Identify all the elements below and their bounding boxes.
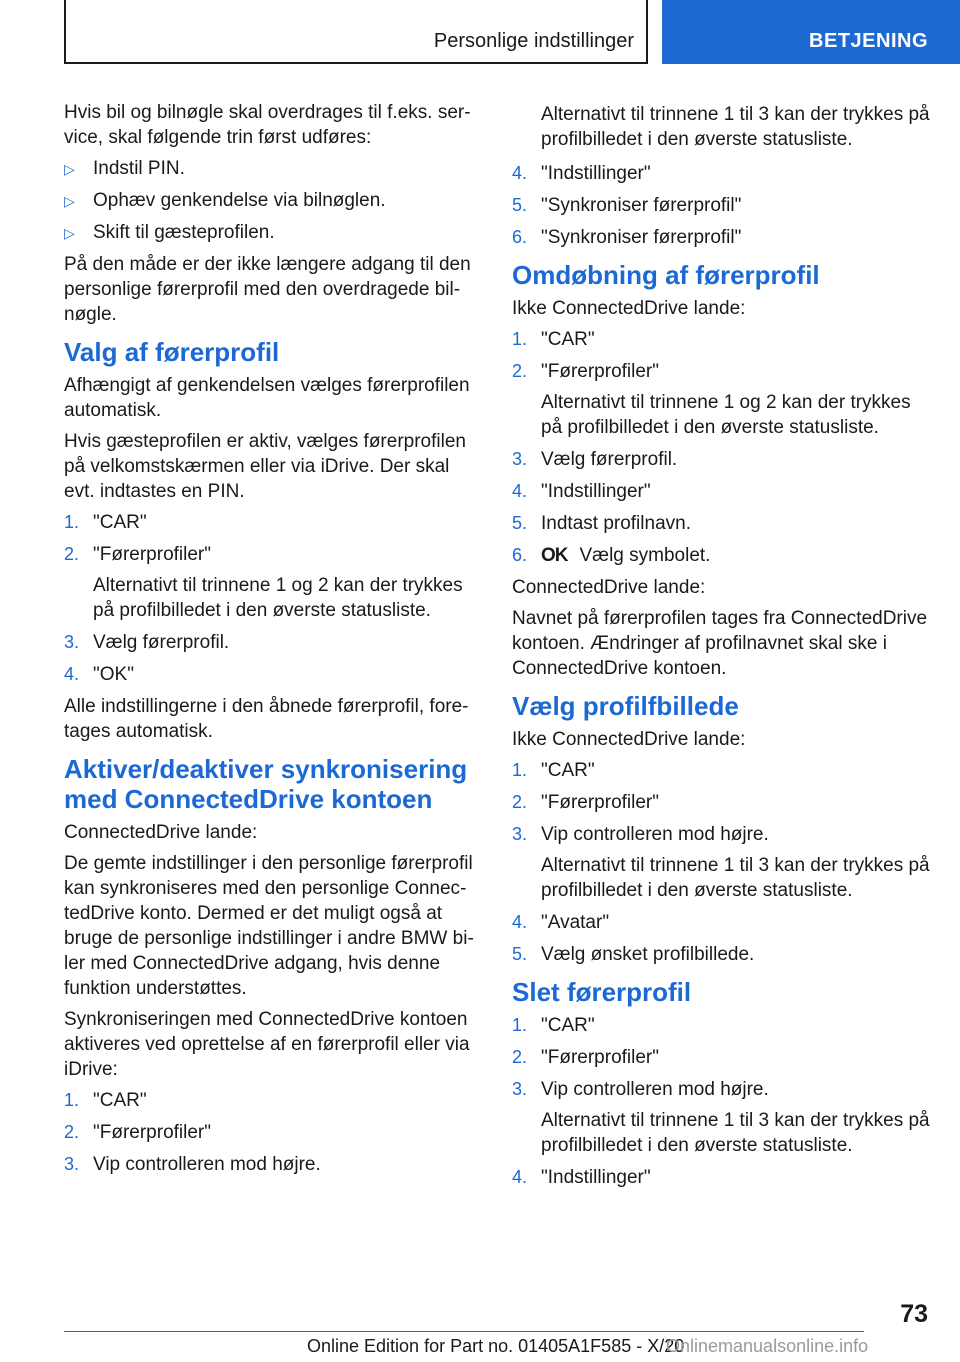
list-item: Alternativt til trinnene 1 til 3 kan der trykkes på profilbilledet i den øverste statusliste. [541, 104, 930, 150]
page-number: 73 [900, 1300, 928, 1328]
list-item: 3. Vip controlleren mod højre. Alternativt til trinnene 1 til 3 kan der trykkes på profilbilledet i den øverste statusliste. [512, 1079, 930, 1156]
step-list [64, 510, 478, 687]
list-item: 3. Vip controlleren mod højre. Alternativt til trinnene 1 til 3 kan der trykkes på profilbilledet i den øverste statusliste. [512, 824, 930, 901]
paragraph: Navnet på førerprofilen tages fra ConnectedDrive kontoen. Ændringer af profilnavnet skal ske i ConnectedDrive kontoen. [512, 608, 928, 679]
list-item: 2. "Førerprofiler" [64, 1122, 211, 1143]
list-item: 5. Indtast profilnavn. [512, 513, 691, 534]
step-list [64, 1088, 478, 1177]
watermark: Onlinemanualsonline.info [666, 1336, 869, 1356]
list-item: 4. "Indstillinger" [512, 481, 651, 502]
list-item: 4. "Indstillinger" [512, 163, 651, 184]
list-item: 3. Vælg førerprofil. [512, 449, 678, 470]
list-item: 2. "Førerprofiler" [512, 1047, 659, 1068]
triangle-bullet-icon: ▷ [64, 193, 75, 209]
paragraph: Ikke ConnectedDrive lande: [512, 729, 746, 750]
ok-symbol-icon: OK [541, 545, 568, 566]
list-item: 1. "CAR" [64, 512, 147, 533]
step-list [512, 327, 932, 568]
list-item: 3. Vip controlleren mod højre. [64, 1154, 321, 1175]
section-title: Personlige indstillinger [433, 30, 634, 52]
list-item: 1. "CAR" [512, 1015, 595, 1036]
list-item: 1. "CAR" [512, 329, 595, 350]
paragraph: Afhængigt af genkendelsen vælges førerprofilen automatisk. [64, 375, 470, 421]
step-list [512, 758, 932, 967]
paragraph: ConnectedDrive lande: [64, 822, 258, 843]
paragraph: På den måde er der ikke længere adgang til den personlige førerprofil med den overdragede bilnøgle. [64, 254, 471, 325]
section-heading-profile-select: Valg af førerprofil [64, 337, 280, 367]
list-item: 6. "Synkroniser førerprofil" [512, 227, 742, 248]
list-item: 6. OK Vælg symbolet. [512, 545, 711, 566]
list-item: 4. "OK" [64, 664, 134, 685]
right-column [512, 102, 932, 1197]
left-column [64, 100, 478, 1184]
footer-divider [64, 1331, 864, 1332]
paragraph: De gemte indstillinger i den personlige førerprofil kan synkroniseres med den personlige ConnectedDrive konto. Dermed er det muligt også at bruge de personlige indstillinger i andre BMW biler med ConnectedDrive adgang, hvis denne funktion understøttes. [64, 853, 474, 999]
footer-edition: Online Edition for Part no. 01405A1F585 - X/20 [307, 1336, 685, 1356]
list-item: 4. "Indstillinger" [512, 1167, 651, 1188]
bullet-list [64, 156, 478, 245]
list-item: 1. "CAR" [64, 1090, 147, 1111]
list-item: 2. "Førerprofiler" Alternativt til trinnene 1 og 2 kan der trykkes på profilbilledet i den øverste statusliste. [64, 544, 463, 621]
list-item: 1. "CAR" [512, 760, 595, 781]
list-item: 3. Vælg førerprofil. [64, 632, 230, 653]
list-item: 5. Vælg ønsket profilbillede. [512, 944, 755, 965]
triangle-bullet-icon: ▷ [64, 225, 75, 241]
header-chapter-tab [662, 0, 960, 64]
header-section-box [64, 0, 648, 64]
list-item: 2. "Førerprofiler" [512, 792, 659, 813]
paragraph: ConnectedDrive lande: [512, 577, 706, 598]
section-heading-avatar: Vælg profilfbillede [512, 691, 739, 721]
section-heading-delete: Slet førerprofil [512, 977, 692, 1007]
chapter-tag: BETJENING [809, 30, 928, 52]
list-item: ▷ Ophæv genkendelse via bilnøglen. [64, 188, 478, 213]
list-item: 5. "Synkroniser førerprofil" [512, 195, 742, 216]
section-heading-rename: Omdøbning af førerprofil [512, 260, 820, 290]
list-item: ▷ Skift til gæsteprofilen. [64, 220, 478, 245]
triangle-bullet-icon: ▷ [64, 161, 75, 177]
intro-paragraph: Hvis bil og bilnøgle skal overdrages til f.eks. service, skal følgende trin først udføres: [64, 102, 471, 148]
step-list [512, 1013, 932, 1190]
list-item: ▷ Indstil PIN. [64, 156, 478, 181]
list-item: 4. "Avatar" [512, 912, 610, 933]
paragraph: Ikke ConnectedDrive lande: [512, 298, 746, 319]
paragraph: Alle indstillingerne i den åbnede førerprofil, foretages automatisk. [64, 696, 469, 742]
paragraph: Hvis gæsteprofilen er aktiv, vælges førerprofilen på velkomstskærmen eller via iDrive. Der skal evt. indtastes en PIN. [64, 431, 466, 502]
section-heading-sync: Aktiver/deaktiver synkronisering med ConnectedDrive kontoen [64, 754, 468, 814]
paragraph: Synkroniseringen med ConnectedDrive kontoen aktiveres ved oprettelse af en førerprofil eller via iDrive: [64, 1009, 470, 1080]
step-list-continued [512, 102, 932, 250]
list-item: 2. "Førerprofiler" Alternativt til trinnene 1 og 2 kan der trykkes på profilbilledet i den øverste statusliste. [512, 361, 911, 438]
